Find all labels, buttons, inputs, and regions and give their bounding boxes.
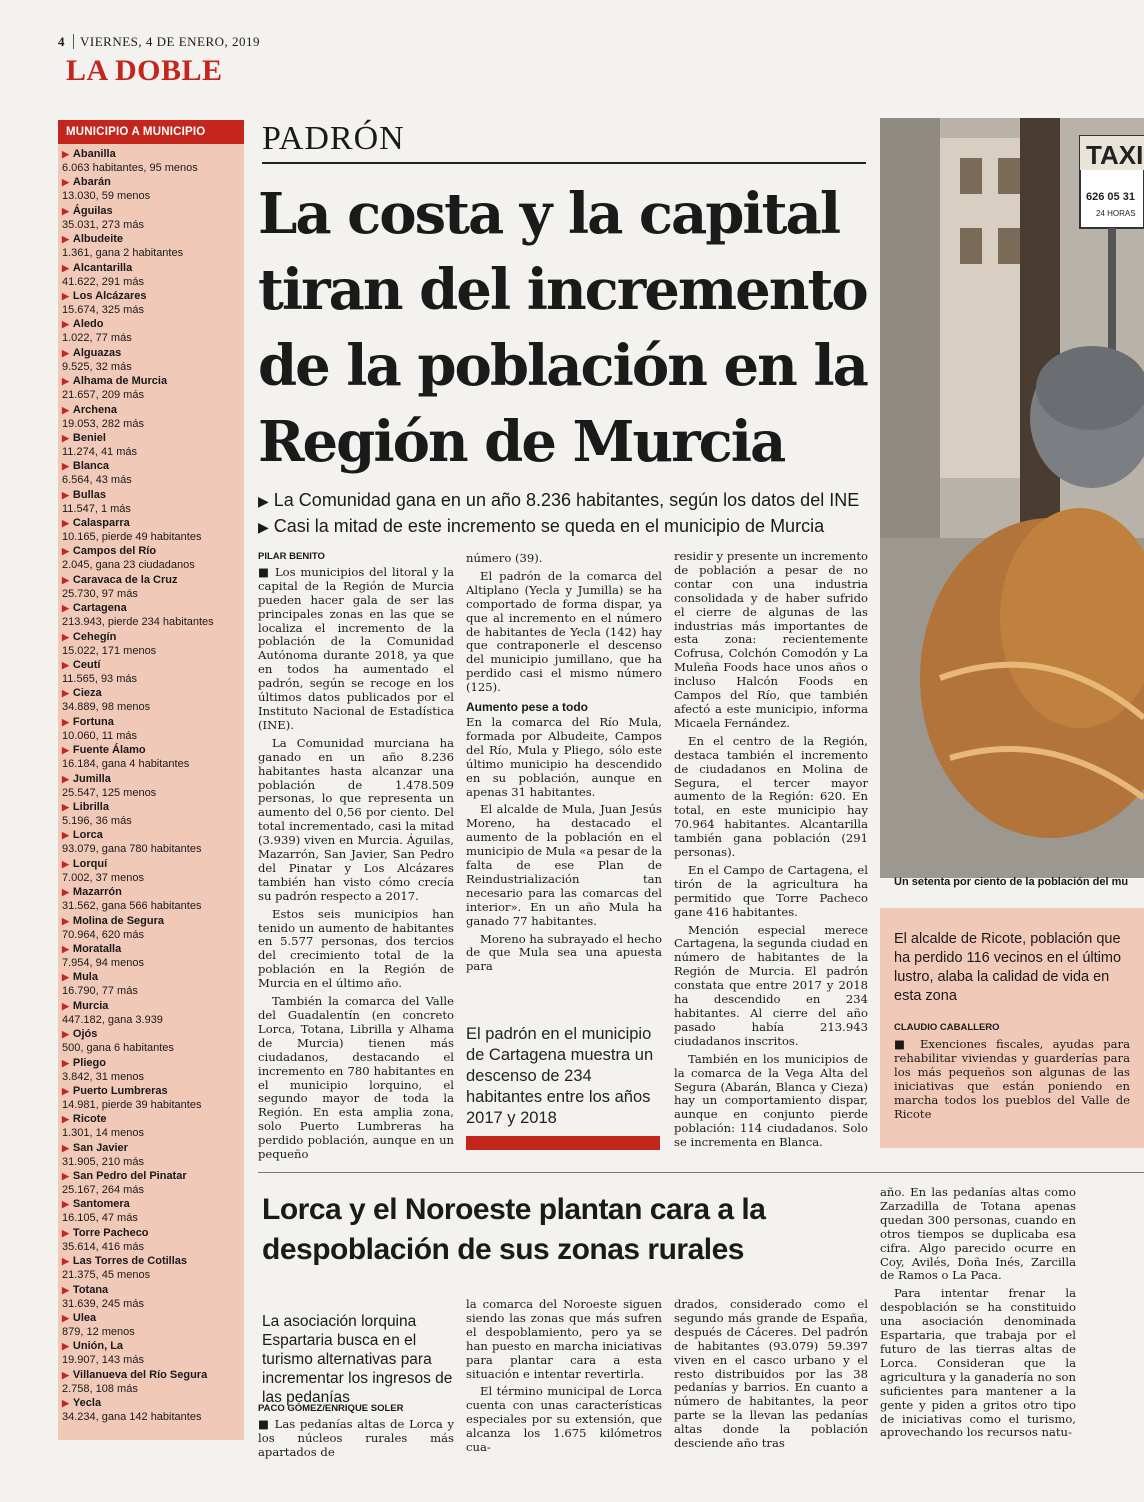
- municipality-population: 14.981, pierde 39 habitantes: [62, 1098, 202, 1111]
- municipality-name: ▶ Santomera: [62, 1197, 240, 1211]
- municipality-population: 1.022, 77 más: [62, 332, 132, 345]
- municipality-name: ▶ Ojós: [62, 1027, 240, 1041]
- municipality-population: 19.053, 282 más: [62, 417, 144, 430]
- municipality-population: 21.375, 45 menos: [62, 1269, 151, 1282]
- paragraph: Mención especial merece Cartagena, la segunda ciudad en número de habitantes de la Región de Murcia. El padrón constata que entre 2017 y 2018 ha descendido en 234 habitantes. Al cierre del año pasado había 213.943 ciudadanos inscritos.: [674, 922, 868, 1048]
- municipality-name: ▶ Aledo: [62, 317, 240, 331]
- section-title: LA DOBLE: [66, 54, 223, 87]
- kicker-rule: [262, 162, 866, 164]
- municipality-name: ▶ Totana: [62, 1283, 240, 1297]
- municipality-item: [62, 800, 240, 828]
- municipality-item: [62, 431, 240, 459]
- municipality-item: [62, 1339, 240, 1367]
- municipality-item: [62, 317, 240, 345]
- side-box-body: ■ Exenciones fiscales, ayudas para rehabilitar viviendas y guarderías para los más pequeños son algunas de las iniciativas que están poniendo en marcha todos los pueblos del Valle de Ricote: [894, 1037, 1130, 1121]
- municipality-item: [62, 1254, 240, 1282]
- municipality-name: ▶ Villanueva del Río Segura: [62, 1368, 240, 1382]
- side-box-byline: CLAUDIO CABALLERO: [894, 1022, 1000, 1033]
- photo-illustration: [880, 118, 1144, 878]
- municipality-name: ▶ Cieza: [62, 686, 240, 700]
- page-date: VIERNES, 4 DE ENERO, 2019: [73, 34, 260, 49]
- news-photo: [880, 118, 1144, 878]
- paragraph: la comarca del Noroeste siguen siendo las zonas que más sufren el despoblamiento, pero ya se han puesto en marcha iniciativas para plantar cara a esta situación e intentar revertirla.: [466, 1297, 662, 1381]
- municipality-name: ▶ Fortuna: [62, 715, 240, 729]
- municipality-name: ▶ Abanilla: [62, 147, 240, 161]
- municipality-item: [62, 374, 240, 402]
- municipality-name: ▶ Calasparra: [62, 516, 240, 530]
- municipality-item: [62, 204, 240, 232]
- taxi-hours-text: 24 HORAS: [1096, 209, 1136, 218]
- municipality-population: 25.730, 97 más: [62, 587, 138, 600]
- article-column-2: [466, 552, 662, 978]
- municipality-population: 21.657, 209 más: [62, 389, 144, 402]
- folio: [58, 34, 260, 50]
- municipality-population: 879, 12 menos: [62, 1326, 135, 1339]
- municipality-name: ▶ Murcia: [62, 999, 240, 1013]
- municipality-name: ▶ Ulea: [62, 1311, 240, 1325]
- paragraph: El alcalde de Mula, Juan Jesús Moreno, ha destacado el aumento de la población en el municipio de Mula «a pesar de la falta de ese Plan de Reindustrialización tan necesario para las comarcas del interior». En un año Mula ha ganado 77 habitantes.: [466, 802, 662, 928]
- municipality-population: 1.301, 14 menos: [62, 1127, 144, 1140]
- municipality-population: 2.758, 108 más: [62, 1382, 138, 1395]
- municipality-population: 7.002, 37 menos: [62, 871, 144, 884]
- municipality-item: [62, 630, 240, 658]
- municipality-name: ▶ Alcantarilla: [62, 261, 240, 275]
- municipality-name: ▶ San Javier: [62, 1141, 240, 1155]
- municipality-name: ▶ Molina de Segura: [62, 914, 240, 928]
- municipality-item: [62, 999, 240, 1027]
- municipality-item: [62, 147, 240, 175]
- municipality-item: [62, 715, 240, 743]
- article-column-1: [258, 550, 454, 1166]
- municipality-item: [62, 601, 240, 629]
- municipality-population: 15.022, 171 menos: [62, 644, 157, 657]
- municipality-item: [62, 1056, 240, 1084]
- crosshead: Aumento pese a todo: [466, 700, 589, 715]
- municipality-item: [62, 970, 240, 998]
- municipality-name: ▶ Abarán: [62, 175, 240, 189]
- municipality-name: ▶ Beniel: [62, 431, 240, 445]
- paragraph: En el Campo de Cartagena, el tirón de la agricultura ha permitido que Torre Pacheco gane 416 habitantes.: [674, 862, 868, 919]
- municipality-item: [62, 1396, 240, 1424]
- paragraph: También en los municipios de la comarca de la Vega Alta del Segura (Abarán, Blanca y Cieza) hay un comportamiento dispar, aunque en conjunto pierde población: 114 ciudadanos. Solo se incrementa en Blanca.: [674, 1051, 868, 1150]
- municipality-item: [62, 1169, 240, 1197]
- municipality-population: 41.622, 291 más: [62, 275, 144, 288]
- paragraph: ■ Los municipios del litoral y la capital de la Región de Murcia pueden hacer gala de ser las principales zonas en las que se localiza el incremento de la población de la Comunidad Autónoma durante 2018, ya que en todos ha aumentado el padrón, según se recoge en los últimos datos publicados por el Instituto Nacional de Estadística (INE).: [258, 566, 454, 733]
- municipality-name: ▶ Pliego: [62, 1056, 240, 1070]
- second-column-1: [258, 1402, 454, 1464]
- municipality-population: 25.167, 264 más: [62, 1184, 144, 1197]
- pull-quote-bar: [466, 1136, 660, 1150]
- municipality-name: ▶ Lorca: [62, 828, 240, 842]
- paragraph: La Comunidad murciana ha ganado en un año 8.236 habitantes hasta alcanzar una población de 1.478.509 personas, lo que representa un aumento del 0,56 por ciento. Del total incrementado, casi la mitad (3.939) viven en Murcia. Águilas, Mazarrón, San Javier, San Pedro del Pinatar y Los Alcázares también han visto cómo crecía su padrón respecto a 2017.: [258, 735, 454, 903]
- municipality-population: 6.063 habitantes, 95 menos: [62, 162, 198, 174]
- municipality-name: ▶ San Pedro del Pinatar: [62, 1169, 240, 1183]
- municipality-population: 11.274, 41 más: [62, 445, 138, 458]
- municipality-item: [62, 1197, 240, 1225]
- municipality-name: ▶ Las Torres de Cotillas: [62, 1254, 240, 1268]
- paragraph: El término municipal de Lorca cuenta con unas características especiales por su extensión, que alcanza los 1.675 kilómetros cua-: [466, 1384, 662, 1455]
- second-column-2: [466, 1298, 662, 1459]
- municipality-item: [62, 914, 240, 942]
- municipality-item: [62, 1226, 240, 1254]
- municipality-item: [62, 772, 240, 800]
- municipality-item: [62, 1283, 240, 1311]
- subhead-2: ▶ Casi la mitad de este incremento se queda en el municipio de Murcia: [258, 516, 824, 537]
- municipality-name: ▶ Albudeite: [62, 232, 240, 246]
- municipality-item: [62, 885, 240, 913]
- municipality-sidebar: [58, 120, 244, 1440]
- municipality-population: 10.060, 11 más: [62, 729, 138, 742]
- municipality-item: [62, 488, 240, 516]
- side-box-lead: El alcalde de Ricote, población que ha perdido 116 vecinos en el último lustro, alaba la calidad de vida en esta zona: [894, 931, 1122, 1004]
- municipality-item: [62, 658, 240, 686]
- second-standfirst: La asociación lorquina Espartaria busca en el turismo alternativas para incrementar los ingresos de las pedanías: [262, 1313, 453, 1406]
- municipality-population: 25.547, 125 menos: [62, 786, 157, 799]
- municipality-name: ▶ Fuente Álamo: [62, 743, 240, 757]
- municipality-name: ▶ Caravaca de la Cruz: [62, 573, 240, 587]
- municipality-name: ▶ Jumilla: [62, 772, 240, 786]
- municipality-population: 213.943, pierde 234 habitantes: [62, 616, 214, 629]
- municipality-item: [62, 346, 240, 374]
- municipality-name: ▶ Moratalla: [62, 942, 240, 956]
- municipality-population: 1.361, gana 2 habitantes: [62, 247, 184, 260]
- municipality-population: 34.889, 98 menos: [62, 701, 151, 714]
- paragraph: drados, considerado como el segundo más grande de España, después de Cáceres. Del padrón de habitantes (93.079) 59.397 viven en el casco urbano y el resto distribuidos por las 38 pedanías y barrios. En cuanto a número de habitantes, la peor parte se la llevan las pedanías altas donde la población desciende año tras: [674, 1297, 868, 1451]
- municipality-population: 31.639, 245 más: [62, 1297, 144, 1310]
- municipality-population: 5.196, 36 más: [62, 814, 132, 827]
- ricote-side-box: [880, 908, 1144, 1148]
- paragraph: También la comarca del Valle del Guadalentín (en concreto Lorca, Totana, Librilla y Alhama de Murcia) tienen más ciudadanos, destacando el incremento en 780 habitantes en el municipio lorquino, el segundo mayor de toda la Región. En esta amplia zona, solo Puerto Lumbreras ha perdido población, aunque en un pequeño: [258, 994, 454, 1162]
- municipality-population: 70.964, 620 más: [62, 928, 144, 941]
- municipality-item: [62, 573, 240, 601]
- municipality-name: ▶ Alhama de Murcia: [62, 374, 240, 388]
- municipality-population: 2.045, gana 23 ciudadanos: [62, 559, 195, 572]
- municipality-name: ▶ Alguazas: [62, 346, 240, 360]
- municipality-item: [62, 261, 240, 289]
- municipality-population: 16.184, gana 4 habitantes: [62, 758, 190, 771]
- municipality-item: [62, 828, 240, 856]
- paragraph: Moreno ha subrayado el hecho de que Mula sea una apuesta para: [466, 931, 662, 974]
- municipality-item: [62, 1141, 240, 1169]
- paragraph: Estos seis municipios han tenido un aumento de habitantes en 5.577 personas, dos tercios del crecimiento total de la población en la Región de Murcia en el último año.: [258, 906, 454, 991]
- municipality-name: ▶ Cehegín: [62, 630, 240, 644]
- municipality-population: 31.562, gana 566 habitantes: [62, 900, 202, 913]
- municipality-population: 16.790, 77 más: [62, 985, 138, 998]
- paragraph: ■ Las pedanías altas de Lorca y los núcleos rurales más apartados de: [258, 1418, 454, 1460]
- municipality-name: ▶ Puerto Lumbreras: [62, 1084, 240, 1098]
- municipality-population: 10.165, pierde 49 habitantes: [62, 531, 202, 544]
- municipality-name: ▶ Archena: [62, 403, 240, 417]
- second-column-3: [674, 1298, 868, 1455]
- municipality-population: 34.234, gana 142 habitantes: [62, 1411, 202, 1424]
- municipality-name: ▶ Cartagena: [62, 601, 240, 615]
- municipality-name: ▶ Campos del Río: [62, 544, 240, 558]
- municipality-name: ▶ Ceutí: [62, 658, 240, 672]
- second-byline: PACO GÓMEZ/ENRIQUE SOLER: [258, 1403, 404, 1414]
- municipality-name: ▶ Mula: [62, 970, 240, 984]
- municipality-population: 35.614, 416 más: [62, 1240, 144, 1253]
- municipality-item: [62, 1311, 240, 1339]
- municipality-name: ▶ Unión, La: [62, 1339, 240, 1353]
- municipality-name: ▶ Librilla: [62, 800, 240, 814]
- taxi-sign-text: TAXI: [1086, 140, 1144, 170]
- municipality-name: ▶ Bullas: [62, 488, 240, 502]
- municipality-item: [62, 1027, 240, 1055]
- paragraph: año. En las pedanías altas como Zarzadilla de Totana apenas quedan 300 personas, cuando en otros tiempos se duplicaba esa cifra. Algo parecido ocurre en Coy, Avilés, Doña Inés, Zarcilla de Ramos o La Paca.: [880, 1185, 1076, 1283]
- municipality-population: 35.031, 273 más: [62, 218, 144, 231]
- page-number: 4: [58, 34, 65, 49]
- municipality-population: 3.842, 31 menos: [62, 1070, 144, 1083]
- paragraph: Para intentar frenar la despoblación se ha constituido una asociación denominada Espartaria, que trabaja por el futuro de las tierras altas de Lorca. Consideran que la agricultura y la ganadería no son suficientes para mantener a la gente y piden a gritos otro tipo de iniciativas como el turismo, aprovechando los recursos natu-: [880, 1286, 1076, 1440]
- municipality-population: 31.905, 210 más: [62, 1155, 144, 1168]
- municipality-item: [62, 403, 240, 431]
- subhead-1: ▶ La Comunidad gana en un año 8.236 habitantes, según los datos del INE: [258, 490, 859, 511]
- municipality-item: [62, 232, 240, 260]
- article-column-3: [674, 550, 868, 1154]
- municipality-item: [62, 1084, 240, 1112]
- municipality-name: ▶ Águilas: [62, 204, 240, 218]
- municipality-population: 9.525, 32 más: [62, 360, 132, 373]
- municipality-population: 447.182, gana 3.939: [62, 1013, 163, 1026]
- municipality-item: [62, 1112, 240, 1140]
- municipality-item: [62, 743, 240, 771]
- municipality-population: 19.907, 143 más: [62, 1354, 144, 1367]
- headline: La costa y la capital tiran del incremento de la población en la Región de Murcia: [258, 181, 867, 475]
- municipality-name: ▶ Blanca: [62, 459, 240, 473]
- paragraph: residir y presente un incremento de población a pesar de no contar con una industria consolidada y de haber sufrido el cierre de algunas de las industrias más importantes de esta zona: recientemente Cofrusa, Colchón Comodón y La Muleña Foods hace unos años o incluso Halcón Foods en Campos del Río, que también afectó a este municipio, informa Micaela Fernández.: [674, 549, 868, 730]
- municipality-item: [62, 175, 240, 203]
- taxi-phone-text: 626 05 31: [1086, 191, 1135, 203]
- municipality-item: [62, 857, 240, 885]
- municipality-name: ▶ Mazarrón: [62, 885, 240, 899]
- municipality-population: 15.674, 325 más: [62, 303, 144, 316]
- municipality-name: ▶ Yecla: [62, 1396, 240, 1410]
- sidebar-title: MUNICIPIO A MUNICIPIO: [58, 120, 244, 144]
- municipality-population: 11.547, 1 más: [62, 502, 131, 515]
- municipality-item: [62, 459, 240, 487]
- municipality-item: [62, 1368, 240, 1396]
- municipality-name: ▶ Los Alcázares: [62, 289, 240, 303]
- municipality-item: [62, 544, 240, 572]
- second-column-4: [880, 1186, 1076, 1444]
- municipality-name: ▶ Ricote: [62, 1112, 240, 1126]
- municipality-population: 16.105, 47 más: [62, 1212, 138, 1225]
- paragraph: número (39).: [466, 551, 543, 565]
- paragraph: En la comarca del Río Mula, formada por Albudeite, Campos del Río, Mula y Pliego, sólo este último municipio ha descendido en su población, aunque en apenas 31 habitantes.: [466, 714, 662, 799]
- municipality-population: 500, gana 6 habitantes: [62, 1042, 174, 1055]
- municipality-population: 13.030, 59 menos: [62, 190, 151, 203]
- paragraph: En el centro de la Región, destaca también el incremento de ciudadanos en Molina de Segura, el tercer mayor aumento de la Región: 620. En total, en este municipio hay 70.964 habitantes. Alcantarilla también gana población (291 personas).: [674, 733, 868, 860]
- municipality-item: [62, 942, 240, 970]
- pull-quote: El padrón en el municipio de Cartagena muestra un descenso de 234 habitantes entre los años 2017 y 2018: [466, 1025, 654, 1127]
- municipality-population: 93.079, gana 780 habitantes: [62, 843, 202, 856]
- kicker: PADRÓN: [262, 120, 405, 157]
- second-headline: Lorca y el Noroeste plantan cara a la despoblación de sus zonas rurales: [262, 1193, 766, 1266]
- municipality-item: [62, 289, 240, 317]
- municipality-item: [62, 686, 240, 714]
- municipality-item: [62, 516, 240, 544]
- municipality-population: 7.954, 94 menos: [62, 956, 144, 969]
- story-divider: [258, 1172, 1144, 1173]
- paragraph: El padrón de la comarca del Altiplano (Yecla y Jumilla) se ha comportado de forma dispar, ya que al incremento en el número de habitantes de Yecla (142) hay que contraponerle el descenso del municipio jumillano, que ha perdido casi el mismo número (125).: [466, 568, 662, 695]
- byline: PILAR BENITO: [258, 551, 325, 562]
- municipality-list: [58, 144, 244, 1425]
- municipality-name: ▶ Lorquí: [62, 857, 240, 871]
- municipality-population: 11.565, 93 más: [62, 673, 138, 686]
- photo-caption: Un setenta por ciento de la población del mu: [894, 876, 1129, 888]
- municipality-name: ▶ Torre Pacheco: [62, 1226, 240, 1240]
- municipality-population: 6.564, 43 más: [62, 474, 132, 487]
